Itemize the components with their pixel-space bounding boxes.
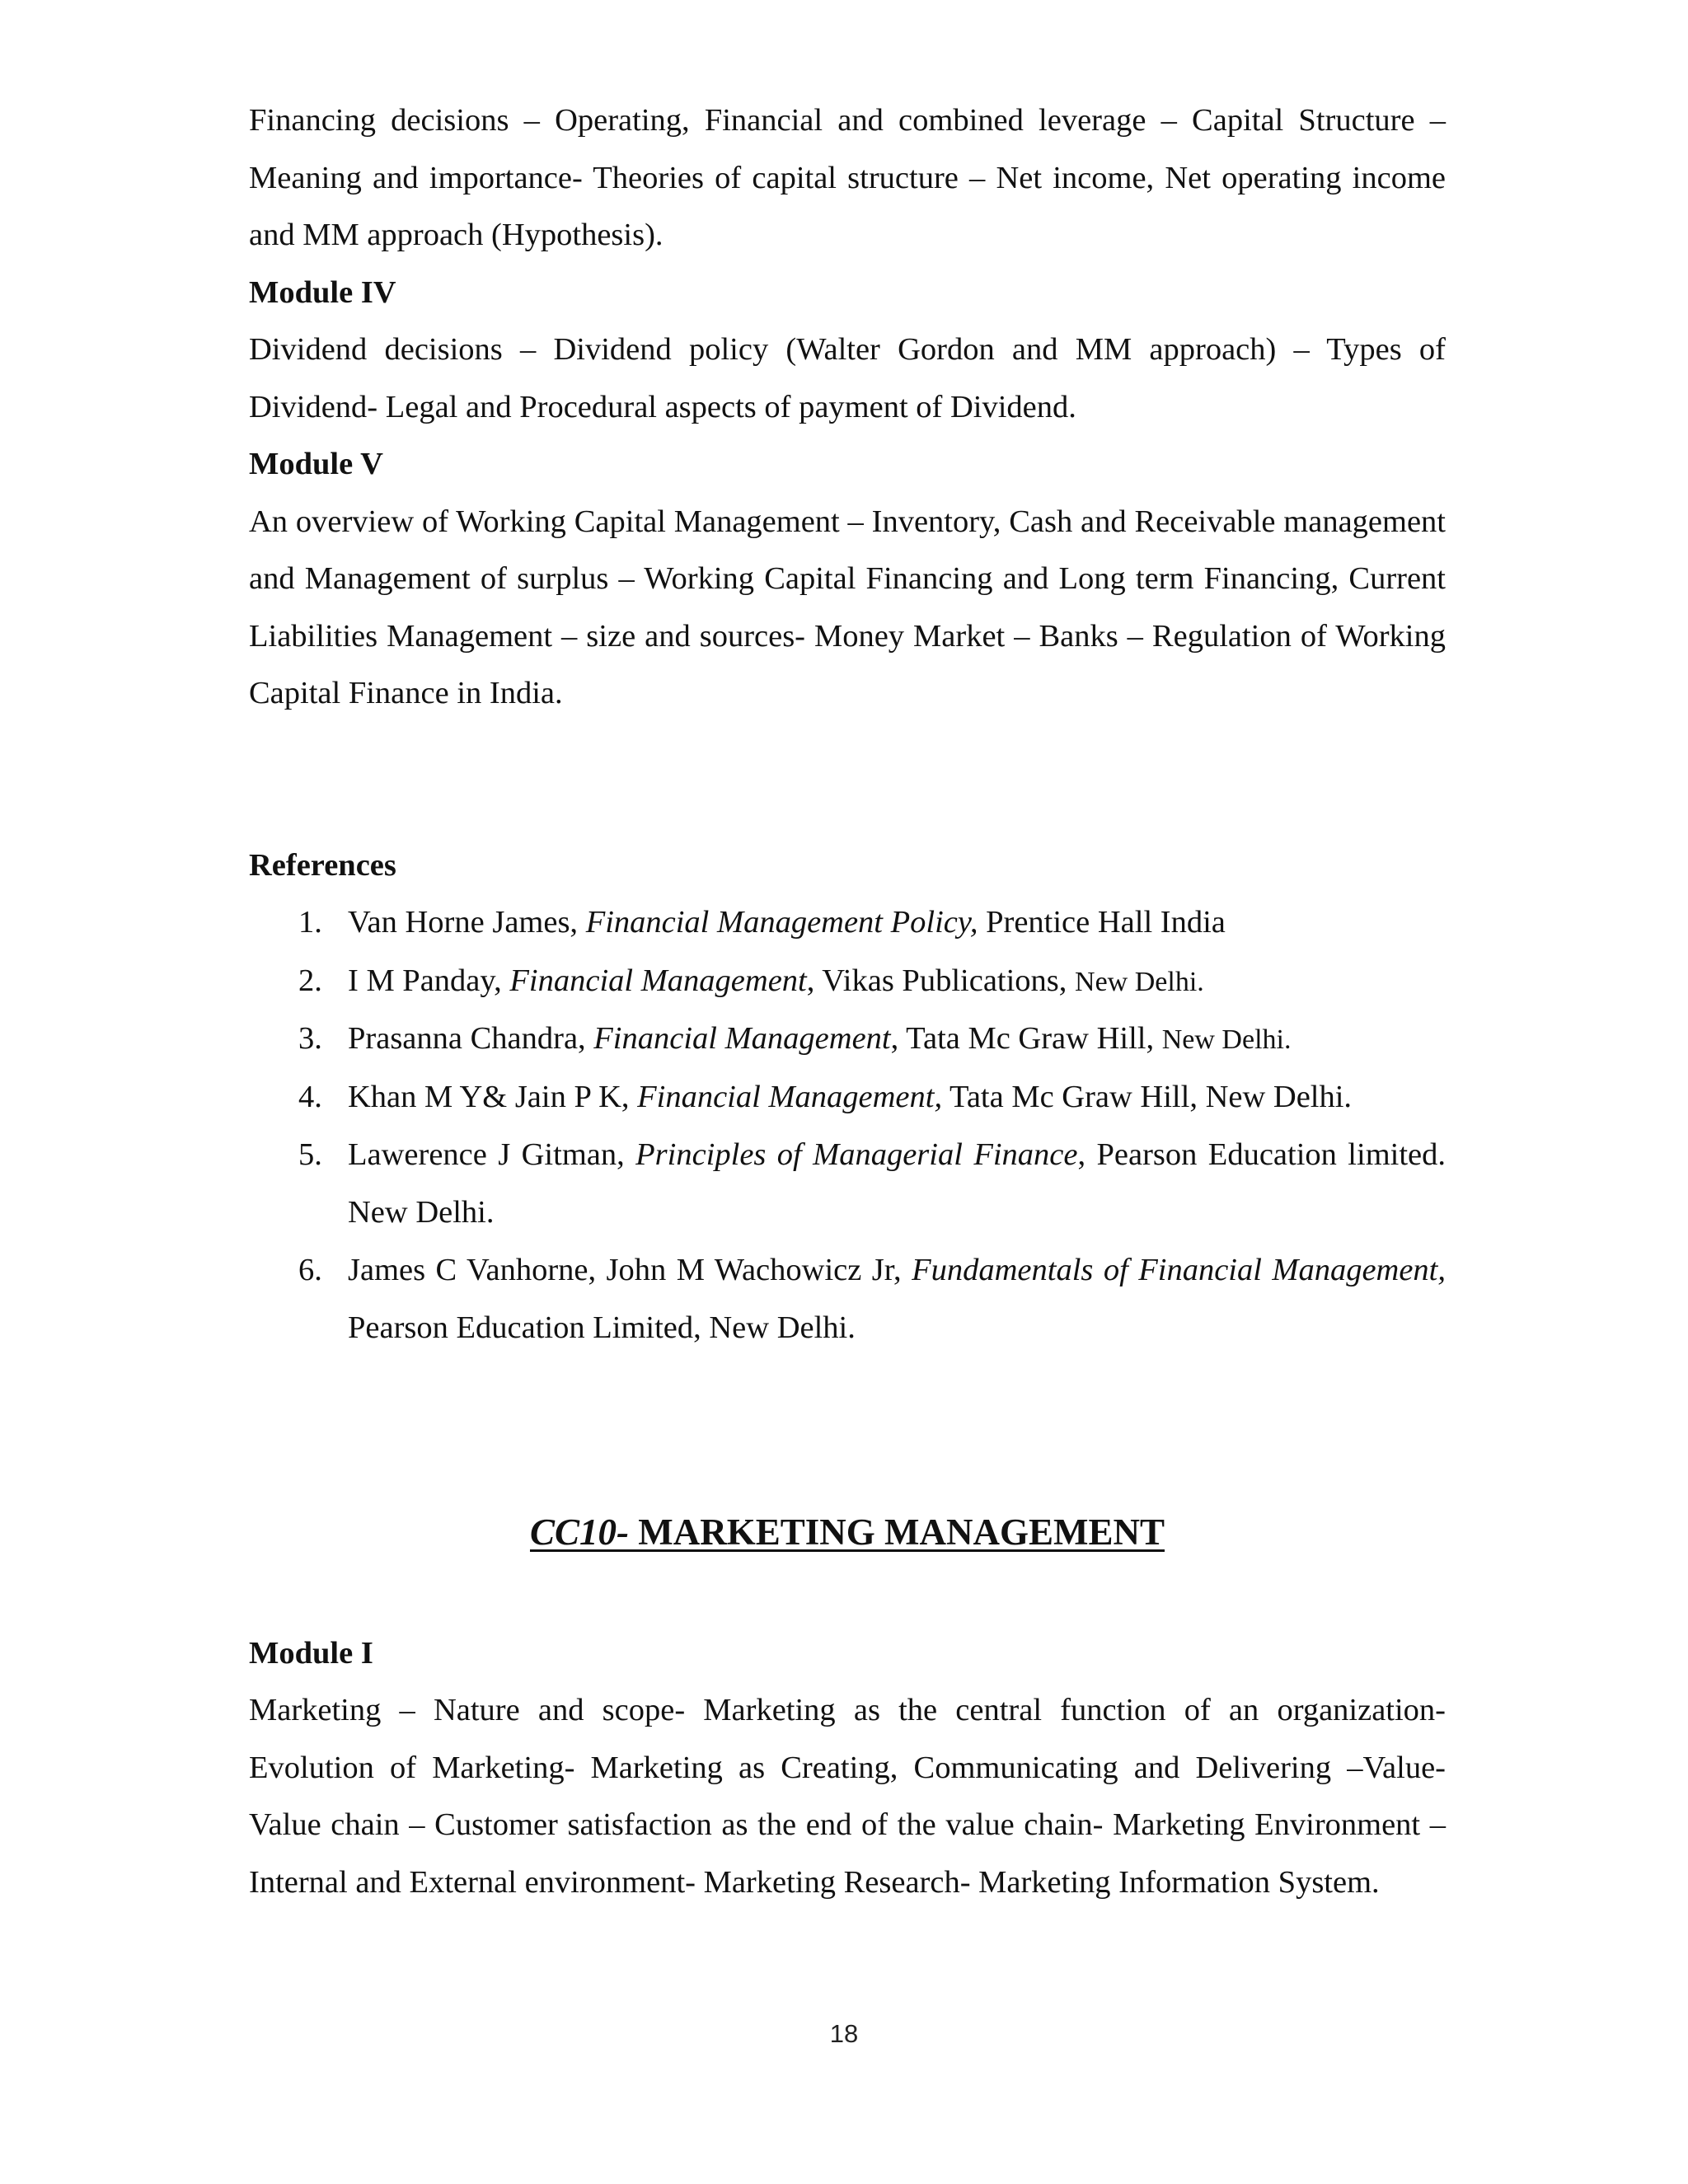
reference-place: New Delhi. bbox=[1161, 1024, 1292, 1055]
reference-author: Prasanna Chandra, bbox=[348, 1021, 594, 1056]
reference-number: 5. bbox=[298, 1137, 322, 1172]
reference-publisher: Tata Mc Graw Hill, New Delhi. bbox=[942, 1079, 1353, 1114]
reference-item bbox=[249, 953, 1446, 1011]
module-iv-heading: Module IV bbox=[249, 274, 396, 310]
course-code: CC10- bbox=[529, 1511, 629, 1553]
reference-number: 1. bbox=[298, 905, 322, 940]
spacer bbox=[249, 1562, 1446, 1625]
reference-title: Financial Management bbox=[509, 963, 807, 998]
course-title: MARKETING MANAGEMENT bbox=[629, 1511, 1165, 1553]
module-i-heading: Module I bbox=[249, 1635, 373, 1671]
page-number: 18 bbox=[829, 2019, 859, 2048]
reference-publisher: Prentice Hall India bbox=[978, 905, 1226, 940]
section-title bbox=[249, 1504, 1446, 1562]
reference-author: Khan M Y& Jain P K, bbox=[348, 1079, 638, 1114]
module-i-text: Marketing – Nature and scope- Marketing as the central function of an organization- Evolution of Marketing- Marketing as Creating, Communicating and Delivering –Value- Value chain – Customer satisfaction as the end of the value chain- Marketing Environment – Internal and External environment- Marketing Research- Marketing Information System. bbox=[249, 1693, 1446, 1900]
reference-number: 2. bbox=[298, 963, 322, 998]
module-v-text: An overview of Working Capital Management – Inventory, Cash and Receivable management and Management of surplus – Working Capital Financing and Long term Financing, Current Liabilities Management – size and sources- Money Market – Banks – Regulation of Working Capital Finance in India. bbox=[249, 504, 1446, 710]
reference-publisher: , Pearson Education limited. New Delhi. bbox=[348, 1137, 1446, 1230]
reference-title: Financial Management bbox=[593, 1021, 891, 1056]
reference-author: Lawerence J Gitman, bbox=[348, 1137, 636, 1172]
reference-item bbox=[249, 1010, 1446, 1069]
reference-place: New Delhi. bbox=[1075, 966, 1204, 997]
module-iv-text: Dividend decisions – Dividend policy (Walter Gordon and MM approach) – Types of Dividend- Legal and Procedural aspects of payment of Dividend. bbox=[249, 332, 1446, 424]
reference-item bbox=[249, 894, 1446, 953]
document-page bbox=[249, 92, 1446, 1911]
reference-publisher: , Tata Mc Graw Hill, bbox=[890, 1021, 1162, 1056]
reference-title: Fundamentals of Financial Management, bbox=[912, 1253, 1446, 1287]
reference-number: 6. bbox=[298, 1253, 322, 1287]
module-v-heading: Module V bbox=[249, 447, 383, 481]
reference-item bbox=[249, 1127, 1446, 1242]
section-title-underline bbox=[530, 1511, 1165, 1553]
references-list bbox=[249, 894, 1446, 1357]
reference-author: James C Vanhorne, John M Wachowicz Jr, bbox=[348, 1253, 912, 1287]
reference-title: Principles of Managerial Finance bbox=[635, 1137, 1078, 1172]
reference-number: 3. bbox=[298, 1021, 322, 1056]
reference-publisher: Pearson Education Limited, New Delhi. bbox=[348, 1310, 856, 1345]
reference-author: Van Horne James, bbox=[348, 905, 586, 940]
reference-title: Financial Management Policy, bbox=[585, 905, 978, 940]
spacer bbox=[249, 723, 1446, 837]
references-heading: References bbox=[249, 847, 396, 883]
reference-publisher: , Vikas Publications, bbox=[806, 963, 1076, 998]
reference-number: 4. bbox=[298, 1079, 322, 1114]
reference-item bbox=[249, 1242, 1446, 1357]
reference-title: Financial Management, bbox=[637, 1079, 943, 1114]
spacer bbox=[249, 1357, 1446, 1504]
reference-author: I M Panday, bbox=[348, 963, 510, 998]
reference-item bbox=[249, 1069, 1446, 1127]
intro-paragraph: Financing decisions – Operating, Financial and combined leverage – Capital Structure – Meaning and importance- Theories of capital structure – Net income, Net operating income and MM approach (Hypothesis). bbox=[249, 103, 1446, 252]
